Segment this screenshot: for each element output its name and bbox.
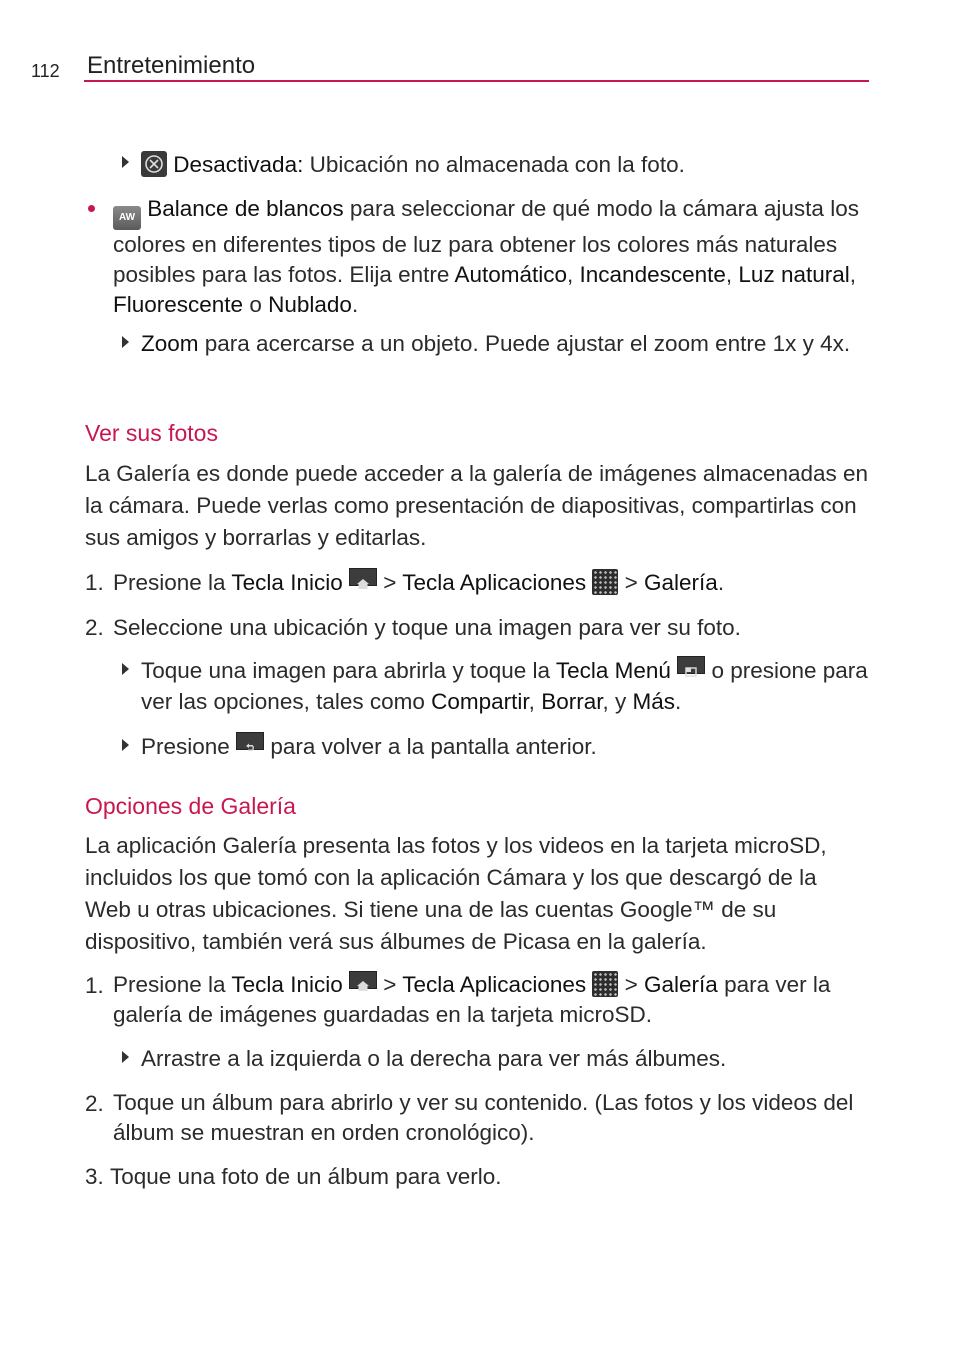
gps-off-icon (141, 151, 167, 177)
sep: > (377, 972, 403, 997)
gps-item (141, 149, 871, 180)
header-rule (84, 80, 869, 82)
step-number: 3. (85, 1164, 104, 1189)
home-key-label: Tecla Inicio (231, 570, 343, 595)
home-key-icon (349, 568, 377, 586)
section1-intro: La Galería es donde puede acceder a la galería de imágenes almacenadas en la cámara. Puede verlas como presentación de diapositivas, compartirlas con sus amigos y borrarlas y editarlas. (85, 461, 869, 550)
sep: , (849, 262, 857, 287)
bullet-arrow (122, 336, 129, 348)
apps-key-label: Tecla Aplicaciones (402, 972, 587, 997)
sub-text: o presione para ver las opciones, tales como (141, 658, 868, 714)
home-key-icon (349, 971, 377, 989)
sep: > (618, 972, 645, 997)
section1-sub2 (141, 731, 871, 762)
bullet-dot (88, 205, 95, 212)
menu-key-icon (677, 656, 705, 674)
gps-label: Desactivada: (173, 152, 304, 177)
section2-intro: La aplicación Galería presenta las fotos y los videos en la tarjeta microSD, incluidos los que tomó con la aplicación Cámara y los que descargó de la Web u otras ubicaciones. Si tiene una de las cuentas Google™ de su dispositivo, también verá sus álbumes de Picasa en la galería. (85, 833, 827, 954)
gallery-label: Galería (644, 570, 718, 595)
wb-option-fluorescent: Fluorescente (113, 292, 244, 317)
sub-text: Toque una imagen para abrirla y toque la (141, 658, 556, 683)
sep: . (351, 292, 359, 317)
share-label: Compartir (431, 689, 529, 714)
section1-step1 (113, 567, 873, 598)
wb-option-incandescent: Incandescente (579, 262, 726, 287)
gallery-label: Galería (644, 972, 718, 997)
sub-text: Presione (141, 734, 237, 759)
gps-text: Ubicación no almacenada con la foto. (303, 152, 685, 177)
section-title: Entretenimiento (87, 52, 256, 79)
sep: . (675, 689, 682, 714)
step-number: 1. (85, 570, 104, 595)
section1-step2: Seleccione una ubicación y toque una imagen para ver su foto. (113, 615, 741, 640)
wb-label: Balance de blancos (147, 196, 344, 221)
apps-key-icon (592, 569, 618, 595)
step-text: Presione la (113, 972, 232, 997)
heading-opciones-de-galeria: Opciones de Galería (85, 793, 296, 819)
step-number: 2. (85, 1091, 104, 1116)
wb-option-daylight: Luz natural (738, 262, 850, 287)
bullet-arrow (122, 156, 129, 168)
step-number: 2. (85, 615, 104, 640)
sep: , (725, 262, 739, 287)
section2-step1 (113, 970, 873, 1030)
bullet-arrow (122, 663, 129, 675)
section2-step3: Toque una foto de un álbum para verlo. (110, 1164, 502, 1189)
sep: , (528, 689, 542, 714)
apps-key-icon (592, 971, 618, 997)
section2-step2: Toque un álbum para abrirlo y ver su contenido. (Las fotos y los videos del álbum se muestran en orden cronológico). (113, 1090, 854, 1145)
step-text: Presione la (113, 570, 232, 595)
zoom-item (141, 328, 851, 360)
sep: > (618, 570, 645, 595)
sep: , (567, 262, 580, 287)
wb-option-cloudy: Nublado (268, 292, 352, 317)
menu-key-label: Tecla Menú (555, 658, 671, 683)
zoom-label: Zoom (141, 331, 199, 356)
sep: . (717, 570, 725, 595)
zoom-text: para acercarse a un objeto. Puede ajustar el zoom entre 1x y 4x. (198, 331, 851, 356)
wb-option-auto: Automático (454, 262, 568, 287)
wb-text: para seleccionar de qué modo la cámara ajusta los colores en diferentes tipos de luz para obtener los colores más naturales posibles para las fotos. Elija entre (113, 196, 859, 287)
home-key-label: Tecla Inicio (231, 972, 343, 997)
sub-text: para volver a la pantalla anterior. (264, 734, 597, 759)
white-balance-icon: AW (113, 206, 141, 230)
delete-label: Borrar (541, 689, 603, 714)
sep: > (377, 570, 403, 595)
section1-sub1 (141, 655, 871, 717)
page-number: 112 (31, 61, 60, 81)
heading-ver-sus-fotos: Ver sus fotos (85, 420, 218, 446)
white-balance-item (113, 194, 873, 320)
more-label: Más (632, 689, 675, 714)
sep: , y (602, 689, 633, 714)
sep: o (243, 292, 269, 317)
bullet-arrow (122, 1051, 129, 1063)
bullet-arrow (122, 739, 129, 751)
apps-key-label: Tecla Aplicaciones (402, 570, 587, 595)
section2-sub1: Arrastre a la izquierda o la derecha para ver más álbumes. (141, 1046, 727, 1071)
back-key-icon (236, 732, 264, 750)
step-number: 1. (85, 973, 104, 998)
step-text: para ver la galería de imágenes guardadas en la tarjeta microSD. (113, 972, 831, 1027)
